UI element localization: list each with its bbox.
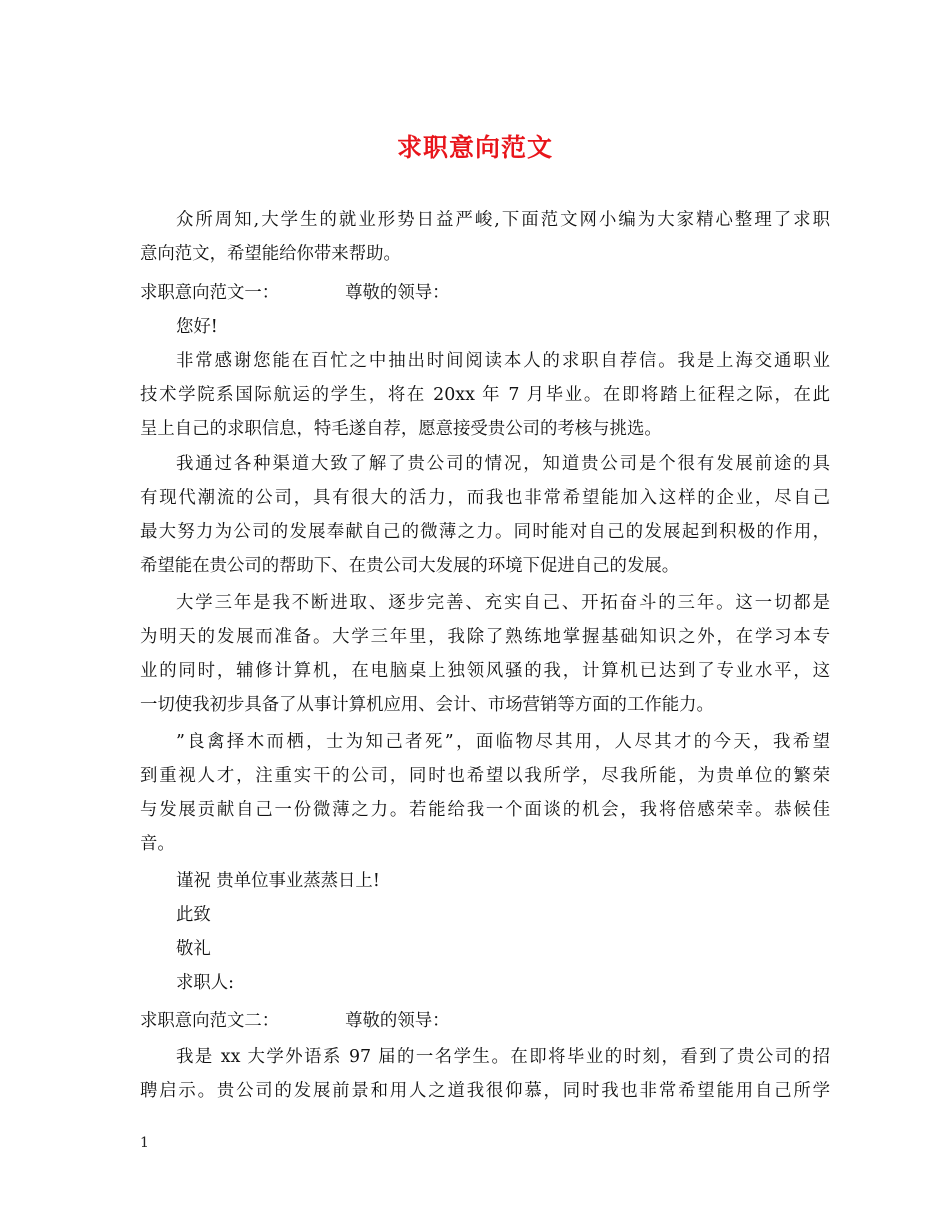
salutation: 尊敬的领导： <box>345 1011 450 1031</box>
paragraph-line: 到重视人才，注重实干的公司，同时也希望以我所学，尽我所能，为贵单位的繁荣 <box>140 766 830 786</box>
paragraph-line: 希望能在贵公司的帮助下、在贵公司大发展的环境下促进自己的发展。 <box>140 556 680 576</box>
greeting: 您好! <box>176 317 218 337</box>
section-heading: 求职意向范文一： <box>140 283 280 303</box>
paragraph-line: 为明天的发展而准备。大学三年里，我除了熟练地掌握基础知识之外，在学习本专 <box>140 627 830 647</box>
section-heading-line <box>140 1006 830 1036</box>
paragraph-line: 业的同时，辅修计算机，在电脑桌上独领风骚的我，计算机已达到了专业水平，这 <box>140 661 830 681</box>
paragraph-line: 非常感谢您能在百忙之中抽出时间阅读本人的求职自荐信。我是上海交通职业 <box>176 351 830 371</box>
salutation: 尊敬的领导： <box>345 283 450 303</box>
paragraph-line: ”良禽择木而栖，士为知己者死”，面临物尽其用，人尽其才的今天，我希望 <box>176 732 830 752</box>
paragraph-line: 最大努力为公司的发展奉献自己的微薄之力。同时能对自己的发展起到积极的作用， <box>140 522 830 542</box>
signature-line: 求职人: <box>176 973 235 993</box>
paragraph-line: 意向范文，希望能给你带来帮助。 <box>140 244 401 264</box>
paragraph-line: 一切使我初步具备了从事计算机应用、会计、市场营销等方面的工作能力。 <box>140 695 714 715</box>
section-heading: 求职意向范文二： <box>140 1011 280 1031</box>
closing-line: 敬礼 <box>176 939 211 959</box>
closing-wish: 谨祝 贵单位事业蒸蒸日上! <box>176 871 380 891</box>
section-heading-line <box>140 278 830 308</box>
paragraph-line: 与发展贡献自己一份微薄之力。若能给我一个面谈的机会，我将倍感荣幸。恭候佳 <box>140 800 830 820</box>
paragraph-line: 我是 xx 大学外语系 97 届的一名学生。在即将毕业的时刻，看到了贵公司的招 <box>176 1047 830 1067</box>
paragraph-line: 大学三年是我不断进取、逐步完善、充实自己、开拓奋斗的三年。这一切都是 <box>176 593 830 613</box>
paragraph-line: 呈上自己的求职信息，特毛遂自荐，愿意接受贵公司的考核与挑选。 <box>140 419 662 439</box>
page-number: 1 <box>140 1135 149 1151</box>
document-title: 求职意向范文 <box>396 133 553 162</box>
closing-line: 此致 <box>176 905 211 925</box>
paragraph-line: 音。 <box>140 834 175 854</box>
paragraph-line: 我通过各种渠道大致了解了贵公司的情况，知道贵公司是个很有发展前途的具 <box>176 454 830 474</box>
paragraph-line: 聘启示。贵公司的发展前景和用人之道我很仰慕，同时我也非常希望能用自己所学 <box>140 1081 830 1101</box>
paragraph-line: 有现代潮流的公司，具有很大的活力，而我也非常希望能加入这样的企业，尽自己 <box>140 488 830 508</box>
paragraph-line: 技术学院系国际航运的学生，将在 20xx 年 7 月毕业。在即将踏上征程之际，在此 <box>140 385 830 405</box>
paragraph-line: 众所周知,大学生的就业形势日益严峻,下面范文网小编为大家精心整理了求职 <box>176 210 830 230</box>
